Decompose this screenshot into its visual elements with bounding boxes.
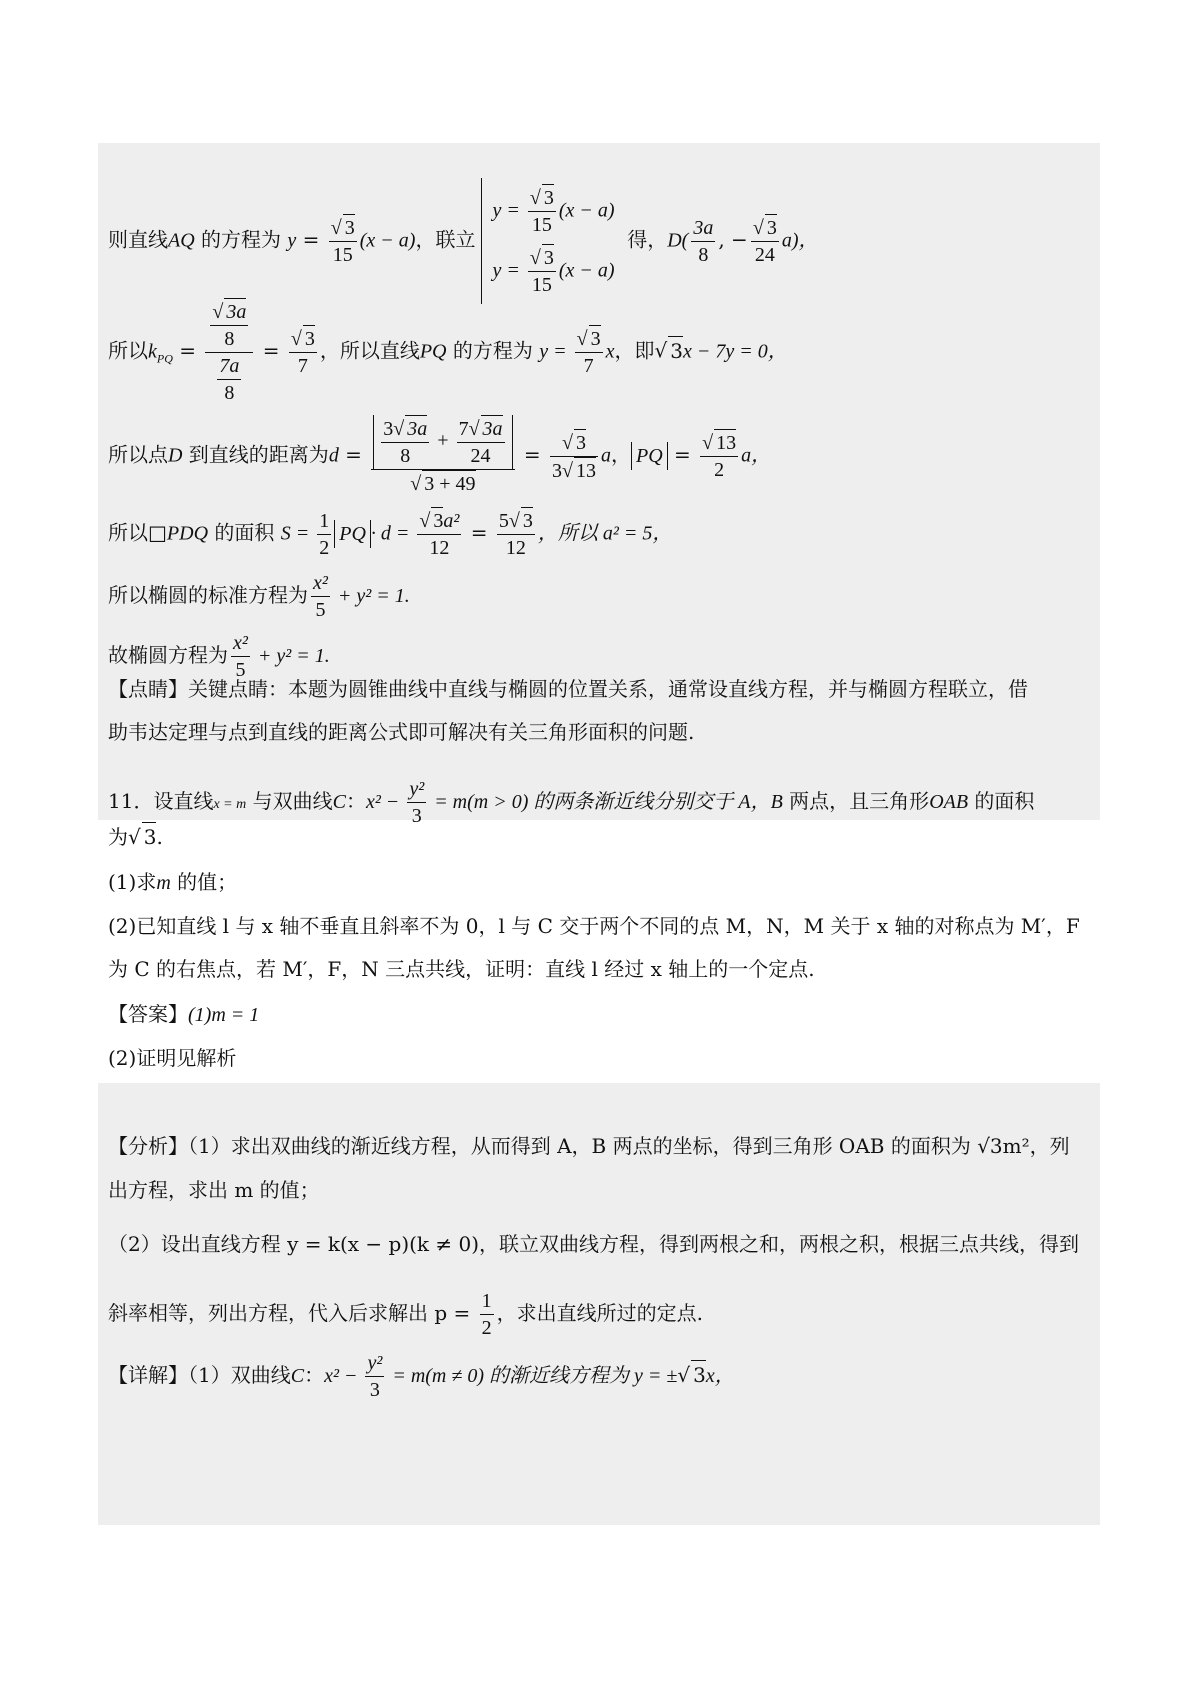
text: ，所以直线 (319, 338, 420, 363)
analysis-line1: 【分析】（1）求出双曲线的渐近线方程，从而得到 A，B 两点的坐标，得到三角形 OAB 的面积为 √3m²，列 (108, 1134, 1070, 1158)
denominator: 8 (698, 243, 709, 266)
fraction: $\frac{√ 3}{15}$ (528, 184, 556, 238)
expr: y = (492, 259, 525, 282)
denominator: 8 (400, 445, 411, 467)
analysis-line2: 出方程，求出 m 的值； (108, 1178, 320, 1202)
fraction: $\frac{√ 3}{24}$ (751, 214, 779, 268)
text: 为 (108, 825, 128, 849)
radicand: 3a (405, 415, 427, 442)
text: = (296, 227, 326, 252)
compound-fraction (205, 298, 253, 406)
fraction: $\frac{√ 13}{2}$ (700, 429, 738, 483)
denominator: 15 (332, 244, 353, 266)
ellipse-standard-line (108, 570, 410, 623)
fraction (480, 1288, 494, 1341)
denominator: 3 (411, 805, 422, 827)
coef: 3 (383, 418, 394, 440)
var-C: C (290, 1365, 305, 1387)
text: ，即 (614, 338, 655, 363)
area-line (108, 507, 672, 561)
text: + (432, 429, 454, 452)
radicand: 3 (542, 244, 554, 271)
denominator: 15 (531, 274, 552, 296)
expr: a)， (781, 229, 819, 252)
expr: x = m (213, 797, 247, 812)
text: 到直线的距离为 (182, 442, 329, 467)
radicand: 13 (574, 457, 596, 484)
radicand: 3 (142, 822, 157, 851)
subscript: PQ (156, 351, 173, 366)
radicand: 3a (481, 415, 503, 442)
denominator: 5 (315, 599, 326, 621)
text: = (338, 442, 369, 467)
detail-line: 【详解】（1）双曲线C：x² − $\frac{\text{y²}}{3}$ = m(m ≠ 0) 的渐近线方程为 y = ±√ 3x， (108, 1352, 735, 1401)
q11-line1 (108, 776, 1034, 829)
expr: ，所以 a² = 5， (537, 522, 673, 545)
denominator: 8 (224, 382, 235, 404)
fraction (407, 776, 426, 829)
text: ： (345, 789, 366, 813)
text: ，联立 (415, 227, 476, 252)
expr: (x − a) (558, 259, 615, 282)
radicand: 3 + 49 (422, 470, 475, 497)
expr: (x − a) (558, 199, 615, 222)
expr: x − 7y = 0， (682, 340, 788, 363)
answer-label: 【答案】 (108, 1002, 188, 1026)
fraction: $\frac{7√ 3a}{24}$ (457, 415, 505, 469)
numerator: 1 (317, 508, 331, 535)
slope-line: 所以$k_{PQ}$ = $\frac{\frac{√ 3a}{8}}{\frac{7a}{8}}$ = $\frac{√ 3}{7}$ ，所以直线PQ 的方程为 y = $\frac{√ 3}{7}$ x，即√ 3x − 7y = 0， (108, 298, 788, 406)
numerator: y² (407, 776, 426, 803)
question-number: 11．设直线 (108, 789, 214, 813)
numerator: x² (231, 630, 250, 657)
denominator: 24 (470, 445, 491, 467)
fraction (311, 570, 330, 623)
numerator: y² (365, 1350, 384, 1377)
expr: + y² = 1. (252, 645, 330, 667)
text: 与双曲线 (246, 789, 333, 813)
numerator: 3a (691, 215, 715, 242)
analysis-line4 (108, 1288, 703, 1341)
sys-row (492, 244, 614, 298)
expr: · d = (370, 522, 415, 545)
text: ， (611, 442, 632, 467)
var-B: B (770, 791, 783, 813)
answer-line2: (2)证明见解析 (108, 1046, 237, 1070)
text: 的值； (170, 870, 238, 894)
text: 斜率相等，列出方程，代入后求解出 p = (108, 1301, 477, 1325)
text: ： (304, 1363, 325, 1387)
radicand: 3 (765, 214, 777, 241)
dianjing-line2: 助韦达定理与点到直线的距离公式即可解决有关三角形面积的问题. (108, 720, 695, 744)
var-x: x (605, 340, 615, 363)
text: . (156, 825, 163, 849)
text: , − (718, 227, 748, 252)
radicand: 3 (574, 429, 586, 456)
text: 得， (627, 227, 668, 252)
denominator: 12 (429, 537, 450, 559)
denominator: 8 (224, 328, 235, 350)
radicand: 3 (589, 325, 601, 352)
radicand: 3a (224, 298, 246, 325)
aq-line (108, 178, 818, 304)
var-m: m (156, 872, 171, 894)
denominator: 24 (754, 244, 775, 266)
numerator: 1 (480, 1288, 494, 1315)
coef: 7 (458, 418, 469, 440)
text: = (667, 442, 698, 467)
var-d: d (328, 444, 339, 467)
text: 的方程为 (446, 338, 540, 363)
text: = (464, 520, 494, 545)
equation-system (481, 178, 614, 304)
fraction: $\frac{√ 3}{7}$ (575, 325, 603, 379)
dianjing-line1: 【点睛】关键点睛：本题为圆锥曲线中直线与椭圆的位置关系，通常设直线方程，并与椭圆方程联立，借 (108, 677, 1028, 701)
radicand: 3 (668, 336, 683, 365)
q11-part1 (108, 868, 237, 897)
denominator: 7 (583, 355, 594, 377)
text: 所以椭圆的标准方程为 (108, 583, 308, 607)
text: 的面积 (968, 789, 1035, 813)
var-AQ: AQ (168, 229, 195, 252)
q11-part2-line2: 为 C 的右焦点，若 M′，F，N 三点共线，证明：直线 l 经过 x 轴上的一个定点. (108, 957, 815, 981)
q11-line2: 为√ 3. (108, 822, 163, 851)
fraction: $\frac{√ 3}{15}$ (329, 214, 357, 268)
text: 【详解】（1）双曲线 (108, 1363, 291, 1387)
fraction (317, 508, 331, 561)
numerator: x² (311, 570, 330, 597)
radicand: 3 (303, 325, 315, 352)
abs-PQ: PQ (631, 442, 668, 470)
expr: + y² = 1. (332, 585, 410, 607)
text: 则直线 (108, 227, 168, 252)
denominator: 7 (297, 355, 308, 377)
var-PQ: PQ (419, 340, 447, 363)
fraction: $\frac{√ 3a}{8}$ (210, 298, 248, 352)
distance-line (108, 415, 771, 497)
text: 的面积 (208, 520, 281, 545)
fraction (691, 215, 715, 268)
expr: a， (741, 444, 772, 467)
text: 故椭圆方程为 (108, 643, 228, 667)
var-OAB: OAB (929, 791, 969, 813)
numerator: 7a (217, 353, 241, 380)
absolute-value (373, 415, 512, 469)
text: 的方程为 (194, 227, 288, 252)
denominator: 5 (235, 659, 246, 681)
expr: x² − (324, 1365, 363, 1387)
radicand: 13 (714, 429, 736, 456)
var-D: D (168, 444, 183, 467)
q11-part2-line1: (2)已知直线 l 与 x 轴不垂直且斜率不为 0，l 与 C 交于两个不同的点 M，N，M 关于 x 轴的对称点为 M′，F (108, 914, 1080, 938)
text: = (256, 338, 286, 363)
denominator: 2 (319, 536, 330, 559)
fraction: $\frac{5√ 3}{12}$ (497, 507, 535, 561)
fraction: $\frac{√ 3}{15}$ (528, 244, 556, 298)
text: (1)求 (108, 870, 157, 894)
denominator: 15 (531, 214, 552, 236)
text: 所以 (108, 520, 148, 545)
var-a: a (601, 444, 612, 467)
expr: y = (539, 340, 572, 363)
var-y: y (287, 229, 297, 252)
expr: x， (705, 1365, 735, 1387)
var-PDQ: PDQ (166, 522, 209, 545)
triangle-symbol: □ (148, 520, 167, 545)
fraction (365, 1350, 384, 1403)
answer-line1 (108, 1000, 259, 1029)
text: 两点，且三角形 (782, 789, 930, 813)
var-k: k (148, 340, 157, 363)
text: 所以点 (108, 442, 168, 467)
abs-PQ: PQ (334, 520, 371, 548)
radicand: 3 (521, 507, 533, 534)
sys-row (492, 184, 614, 238)
text: = (517, 442, 548, 467)
compound-fraction: $\frac{3√ 3a}{8}$ + $\frac{7√ 3a}{24}$ √ 3 + 49 (371, 415, 514, 497)
radicand: 3 (343, 214, 355, 241)
analysis-line3: （2）设出直线方程 y = k(x − p)(k ≠ 0)，联立双曲线方程，得到两根之和，两根之积，根据三点共线，得到 (108, 1232, 1080, 1256)
expr: (x − a) (359, 229, 416, 252)
expr: y = (492, 199, 525, 222)
var-C: C (332, 791, 346, 813)
fraction: $\frac{\text{√ 3a²}}{12}$ (417, 507, 461, 561)
fraction: $\frac{3√ 3a}{8}$ (381, 415, 429, 469)
expr: x² − (365, 791, 405, 813)
coef: 3 (552, 459, 563, 482)
denominator: 2 (714, 459, 725, 481)
denominator: 12 (505, 537, 526, 559)
coef: 5 (498, 510, 509, 532)
radicand: 3 (431, 507, 443, 534)
expr: = m(m ≠ 0) 的渐近线方程为 y = ± (387, 1365, 678, 1387)
var-D: D( (667, 229, 689, 252)
fraction (217, 353, 241, 406)
fraction: $\frac{√ 3}{7}$ (289, 325, 317, 379)
a-squared: a² (443, 510, 460, 532)
denominator: 2 (481, 1317, 492, 1339)
expr: = m(m > 0) 的两条渐近线分别交于 A， (429, 791, 771, 813)
text: 所以 (108, 338, 148, 363)
answer-value: (1)m = 1 (188, 1004, 260, 1026)
fraction: $\frac{√ 3}{3√ 13}$ (550, 429, 598, 484)
denominator: 3 (369, 1379, 380, 1401)
expr: S = (280, 522, 315, 545)
radicand: 3 (542, 184, 554, 211)
text: ，求出直线所过的定点. (496, 1301, 703, 1325)
text: = (172, 338, 203, 363)
radicand: 3 (691, 1360, 706, 1389)
